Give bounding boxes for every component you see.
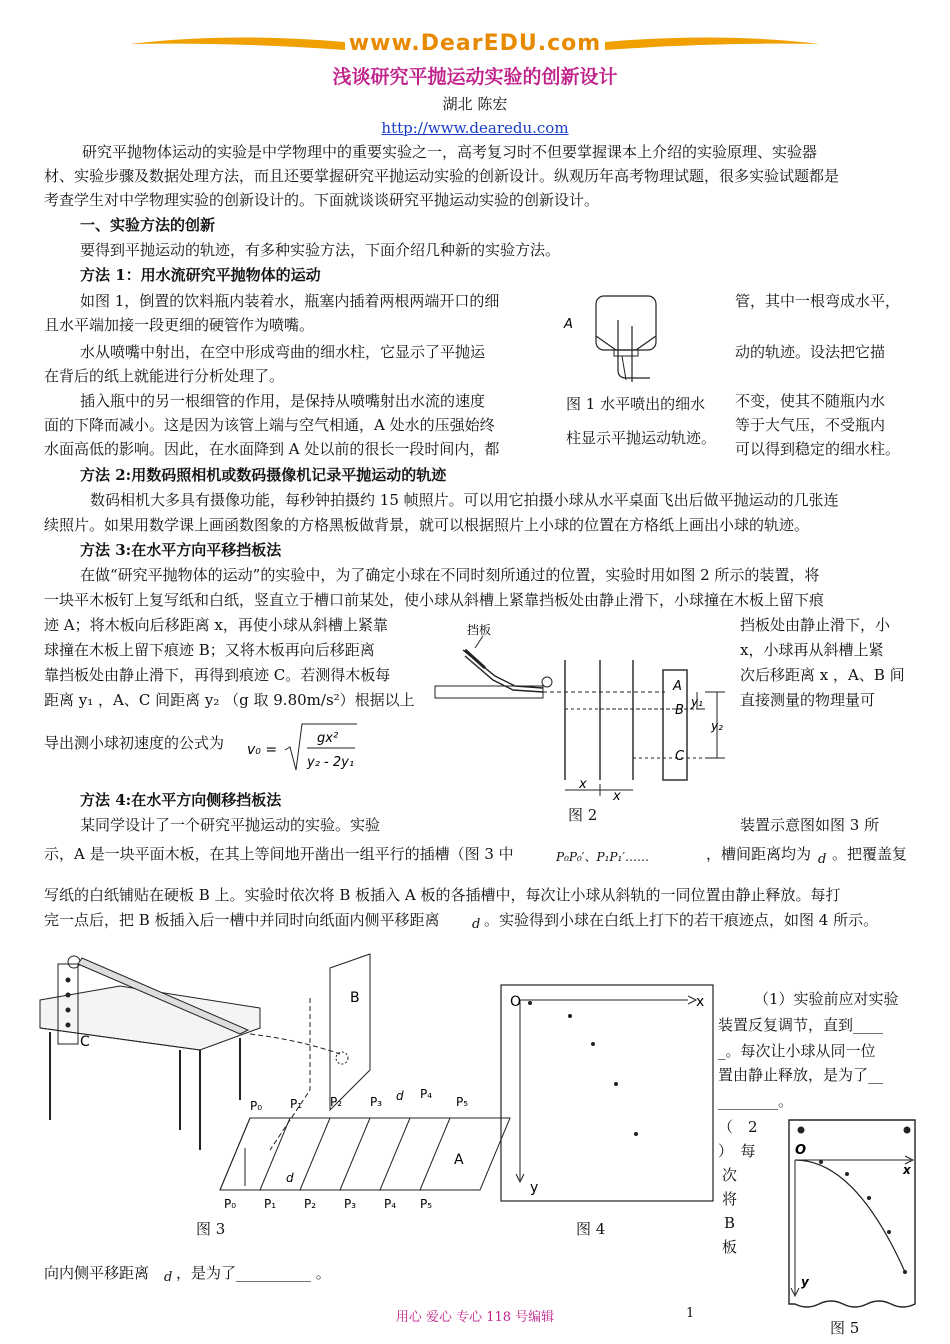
fig4-dot: [568, 1014, 572, 1018]
m3-right-line: x，小球再从斜槽上紧: [740, 641, 884, 659]
m1-line: 水面高低的影响。因此，在水面降到 A 处以前的很长一段时间内，都: [44, 440, 500, 458]
slot-labels: P₀P₀′、P₁P₁′……: [556, 850, 649, 864]
m4-right-line: 。把覆盖复: [832, 845, 908, 863]
figure-4-caption: 图 4: [576, 1220, 606, 1238]
intro-line-2: 材、实验步骤及数据处理方法，而且还要掌握研究平抛运动实验的创新设计。纵观历年高考物理试题，很多实验试题都是: [44, 167, 840, 185]
q2-continuation: 向内侧平移距离: [44, 1264, 150, 1282]
m3-line: 导出测小球初速度的公式为: [44, 734, 225, 752]
fig1-label-a: A: [564, 317, 573, 332]
footer-text: 用心 爱心 专心 118 号编辑: [395, 1310, 555, 1325]
q2-tail: ，是为了__________ 。: [176, 1264, 331, 1282]
formula-lhs: v₀ =: [247, 742, 278, 758]
m1-right-line: 动的轨迹。设法把它描: [735, 343, 886, 361]
fig5-y-label: y: [801, 1275, 809, 1289]
formula-numerator: gx²: [317, 731, 339, 746]
fig3-p3-bottom: P₃: [344, 1197, 357, 1211]
page-number: 1: [686, 1306, 695, 1321]
figure-1-bottle: [560, 290, 730, 390]
fig3-p5-bottom: P₅: [420, 1197, 433, 1211]
m1-line: 且水平端加接一段更细的硬管作为喷嘴。: [44, 316, 315, 334]
m3-right-line: 直接测量的物理量可: [740, 691, 876, 709]
q1-line: 装置反复调节，直到____: [718, 1016, 884, 1034]
m4-line: 示，A 是一块平面木板，在其上等间地开凿出一组平行的插槽（图 3 中: [44, 845, 514, 863]
q1-line: ________。: [718, 1092, 794, 1110]
fig4-dot: [591, 1042, 595, 1046]
q2-line: 板: [722, 1238, 738, 1256]
m3-line: 靠挡板处由静止滑下，再得到痕迹 C。若测得木板每: [44, 666, 391, 684]
fig5-origin: O: [795, 1143, 807, 1158]
q1-line: （1）实验前应对实验: [754, 990, 899, 1008]
m3-line: 球撞在木板上留下痕迹 B；又将木板再向后移距离: [44, 641, 375, 659]
fig3-d-bottom: d: [286, 1171, 294, 1185]
m3-line: 距离 y₁ ，A、C 间距离 y₂ （g 取 9.80m/s²）根据以上: [44, 691, 415, 709]
figure-5-curve: [785, 1116, 920, 1316]
figure-3-apparatus: [40, 950, 490, 1211]
formula-denominator: y₂ - 2y₁: [307, 755, 355, 770]
fig3-p0-top: P₀: [250, 1099, 263, 1113]
source-url[interactable]: http://www.dearedu.com: [381, 119, 569, 137]
formula-v0: [245, 720, 365, 776]
m1-right-line: 管，其中一根弯成水平，: [735, 292, 901, 310]
fig3-label-c: C: [80, 1034, 90, 1050]
m4-right-line: ，槽间距离均为: [706, 845, 812, 863]
m1-right-line: 等于大气压，不受瓶内: [735, 416, 886, 434]
figure-4-dots: [500, 984, 715, 1204]
fig2-label-b: B: [675, 703, 684, 718]
site-logo: www.DearEDU.com: [348, 31, 602, 56]
fig3-p2-bottom: P₂: [304, 1197, 317, 1211]
figure-1-caption-1: 图 1 水平喷出的细水: [566, 395, 706, 413]
q2-line: 次: [722, 1166, 738, 1184]
method-3-title: 方法 3:在水平方向平移挡板法: [80, 541, 282, 559]
q2-line: B: [724, 1214, 736, 1232]
section-intro: 要得到平抛运动的轨迹，有多种实验方法，下面介绍几种新的实验方法。: [80, 241, 561, 259]
method-4-title: 方法 4:在水平方向侧移挡板法: [80, 791, 282, 809]
method-2-title: 方法 2:用数码照相机或数码摄像机记录平抛运动的轨迹: [80, 466, 447, 484]
m4-right-line: 装置示意图如图 3 所: [740, 816, 880, 834]
figure-3-caption: 图 3: [196, 1220, 226, 1238]
fig3-p4-top: P₄: [420, 1087, 433, 1101]
m3-right-line: 挡板处由静止滑下，小: [740, 616, 891, 634]
intro-line-1: 研究平抛物体运动的实验是中学物理中的重要实验之一，高考复习时不但要掌握课本上介绍的实验原理、实验器: [82, 143, 818, 161]
fig4-dot: [614, 1082, 618, 1086]
m1-right-line: 可以得到稳定的细水柱。: [735, 440, 901, 458]
fig2-label-y1: y₁: [691, 695, 703, 709]
fig4-dot: [528, 1001, 532, 1005]
fig3-p3-top: P₃: [370, 1095, 383, 1109]
m3-right-line: 次后移距离 x ，A、B 间: [740, 666, 905, 684]
fig3-label-b: B: [350, 990, 360, 1006]
fig3-p1-top: P₁: [290, 1097, 303, 1111]
fig4-origin: O: [510, 994, 522, 1010]
m4-line: 完一点后，把 B 板插入后一槽中并同时向纸面内侧平移距离: [44, 911, 440, 929]
fig3-label-a: A: [454, 1152, 464, 1168]
fig4-y-label: y: [530, 1180, 539, 1196]
fig3-d-top: d: [396, 1089, 404, 1103]
fig4-x-label: x: [696, 994, 705, 1010]
m4-line: 某同学设计了一个研究平抛运动的实验。实验: [80, 816, 381, 834]
d-symbol: d: [164, 1270, 173, 1285]
fig2-label-x1: x: [579, 777, 587, 792]
fig2-baffle-label: 挡板: [467, 623, 492, 637]
fig3-p2-top: P₂: [330, 1095, 343, 1109]
fig3-p5-top: P₅: [456, 1095, 469, 1109]
m4-line: 写纸的白纸铺贴在硬板 B 上。实验时依次将 B 板插入 A 板的各插槽中，每次让小球从斜轨的一同位置由静止释放。每打: [44, 886, 841, 904]
m1-line: 面的下降而减小。这是因为该管上端与空气相通，A 处水的压强始终: [44, 416, 495, 434]
q1-line: _。每次让小球从同一位: [718, 1042, 876, 1060]
q2-line: （ 2: [718, 1118, 758, 1136]
fig3-p1-bottom: P₁: [264, 1197, 277, 1211]
figure-2-apparatus: [435, 620, 735, 825]
m2-line: 数码相机大多具有摄像功能，每秒钟拍摄约 15 帧照片。可以用它拍摄小球从水平桌面飞出后做平抛运动的几张连: [90, 491, 839, 509]
m1-line: 水从喷嘴中射出，在空中形成弯曲的细水柱，它显示了平抛运: [80, 343, 486, 361]
fig2-label-a: A: [673, 679, 682, 694]
m1-line: 在背后的纸上就能进行分析处理了。: [44, 367, 285, 385]
fig5-x-label: x: [903, 1163, 911, 1177]
article-title: 浅谈研究平抛运动实验的创新设计: [332, 66, 618, 88]
m3-line: 一块平木板钉上复写纸和白纸，竖直立于槽口前某处，使小球从斜槽上紧靠挡板处由静止滑下，小球撞在木板上留下痕: [44, 591, 825, 609]
figure-1-caption-2: 柱显示平抛运动轨迹。: [566, 429, 717, 447]
figure-5-caption: 图 5: [830, 1319, 860, 1337]
d-symbol: d: [818, 852, 827, 867]
figure-2-caption: 图 2: [568, 806, 598, 824]
fig3-p4-bottom: P₄: [384, 1197, 397, 1211]
fig2-label-y2: y₂: [711, 719, 723, 733]
q2-line: 将: [722, 1190, 738, 1208]
m1-line: 插入瓶中的另一根细管的作用，是保持从喷嘴射出水流的速度: [80, 392, 486, 410]
fig2-label-c: C: [675, 749, 685, 764]
intro-line-3: 考查学生对中学物理实验的创新设计的。下面就谈谈研究平抛运动实验的创新设计。: [44, 191, 600, 209]
section-heading-1: 一、实验方法的创新: [80, 216, 216, 234]
fig4-dot: [634, 1132, 638, 1136]
m1-right-line: 不变，使其不随瓶内水: [735, 392, 886, 410]
method-1-title: 方法 1：用水流研究平抛物体的运动: [80, 266, 321, 284]
m1-line: 如图 1，倒置的饮料瓶内装着水，瓶塞内插着两根两端开口的细: [80, 292, 500, 310]
m3-line: 迹 A；将木板向后移距离 x，再使小球从斜槽上紧靠: [44, 616, 388, 634]
author: 湖北 陈宏: [442, 95, 508, 113]
q2-line: ） 每: [718, 1142, 756, 1160]
m2-line: 续照片。如果用数学课上画函数图象的方格黑板做背景，就可以根据照片上小球的位置在方格纸上画出小球的轨迹。: [44, 516, 810, 534]
fig3-p0-bottom: P₀: [224, 1197, 237, 1211]
fig2-label-x2: x: [613, 789, 621, 804]
q1-line: 置由静止释放，是为了__: [718, 1066, 884, 1084]
m3-line: 在做“研究平抛物体的运动”的实验中，为了确定小球在不同时刻所通过的位置，实验时用如图 2 所示的装置，将: [80, 566, 820, 584]
d-symbol: d: [472, 917, 481, 932]
m4-line: 。实验得到小球在白纸上打下的若干痕迹点，如图 4 所示。: [484, 911, 879, 929]
